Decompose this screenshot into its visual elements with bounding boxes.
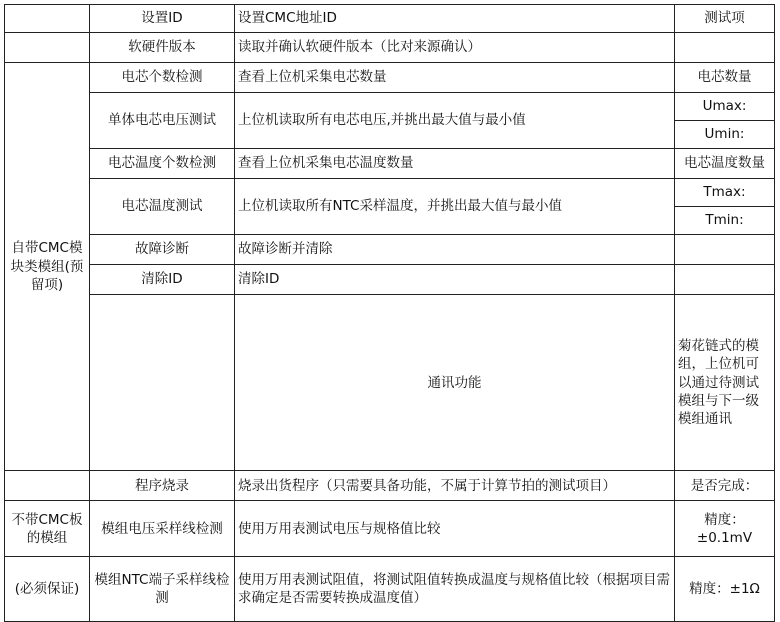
description-cell: 菊花链式的模组，上位机可以通过待测试模组与下一级模组通讯 (675, 295, 775, 471)
item-cell: 电芯个数检测 (90, 63, 235, 93)
group-cmc-cell: 自带CMC模块类模组(预留项) (5, 63, 90, 471)
result-cell-umax: Umax: (675, 93, 775, 121)
description-cell: 使用万用表测试电压与规格值比较 (235, 501, 675, 557)
group-required-cell: (必须保证) (5, 557, 90, 622)
result-cell: 是否完成： (675, 471, 775, 501)
item-cell: 单体电芯电压测试 (90, 93, 235, 149)
result-cell: 精度：±0.1mV (675, 501, 775, 557)
result-cell: 电芯数量 (675, 63, 775, 93)
table-row (5, 33, 775, 63)
table-row (5, 5, 775, 33)
result-cell: 测试项 (675, 5, 775, 33)
description-cell: 故障诊断并清除 (235, 235, 675, 265)
description-cell: 上位机读取所有NTC采样温度，并挑出最大值与最小值 (235, 179, 675, 235)
description-cell: 使用万用表测试阻值，将测试阻值转换成温度与规格值比较（根据项目需求确定是否需要转换成温度值） (235, 557, 675, 622)
category-cell-blank (90, 295, 235, 471)
description-cell: 查看上位机采集电芯数量 (235, 63, 675, 93)
description-cell: 烧录出货程序（只需要具备功能，不属于计算节拍的测试项目） (235, 471, 675, 501)
table-row (5, 295, 775, 471)
item-cell: 模组NTC端子采样线检测 (90, 557, 235, 622)
result-cell (675, 265, 775, 295)
table-row (5, 501, 775, 557)
item-cell: 故障诊断 (90, 235, 235, 265)
result-cell-tmin: Tmin: (675, 207, 775, 235)
category-cell-blank (5, 471, 90, 501)
result-cell-tmax: Tmax: (675, 179, 775, 207)
result-cell: 精度：±1Ω (675, 557, 775, 622)
item-cell: 程序烧录 (90, 471, 235, 501)
description-cell: 清除ID (235, 265, 675, 295)
result-cell (675, 33, 775, 63)
table-row (5, 235, 775, 265)
description-cell: 设置CMC地址ID (235, 5, 675, 33)
item-cell: 电芯温度个数检测 (90, 149, 235, 179)
category-cell-blank (5, 5, 90, 33)
item-cell: 软硬件版本 (90, 33, 235, 63)
result-cell (675, 235, 775, 265)
group-no-cmc-cell: 不带CMC板的模组 (5, 501, 90, 557)
item-cell: 模组电压采样线检测 (90, 501, 235, 557)
item-cell: 清除ID (90, 265, 235, 295)
description-cell: 上位机读取所有电芯电压,并挑出最大值与最小值 (235, 93, 675, 149)
test-spec-table (4, 4, 775, 622)
table-row (5, 179, 775, 207)
table-row (5, 149, 775, 179)
table-row (5, 557, 775, 622)
description-cell: 查看上位机采集电芯温度数量 (235, 149, 675, 179)
result-cell-umin: Umin: (675, 121, 775, 149)
item-cell: 设置ID (90, 5, 235, 33)
table-row (5, 471, 775, 501)
item-cell: 电芯温度测试 (90, 179, 235, 235)
item-cell: 通讯功能 (235, 295, 675, 471)
table-row (5, 63, 775, 93)
category-cell-blank (5, 33, 90, 63)
table-row (5, 265, 775, 295)
description-cell: 读取并确认软硬件版本（比对来源确认） (235, 33, 675, 63)
result-cell: 电芯温度数量 (675, 149, 775, 179)
table-row (5, 93, 775, 121)
